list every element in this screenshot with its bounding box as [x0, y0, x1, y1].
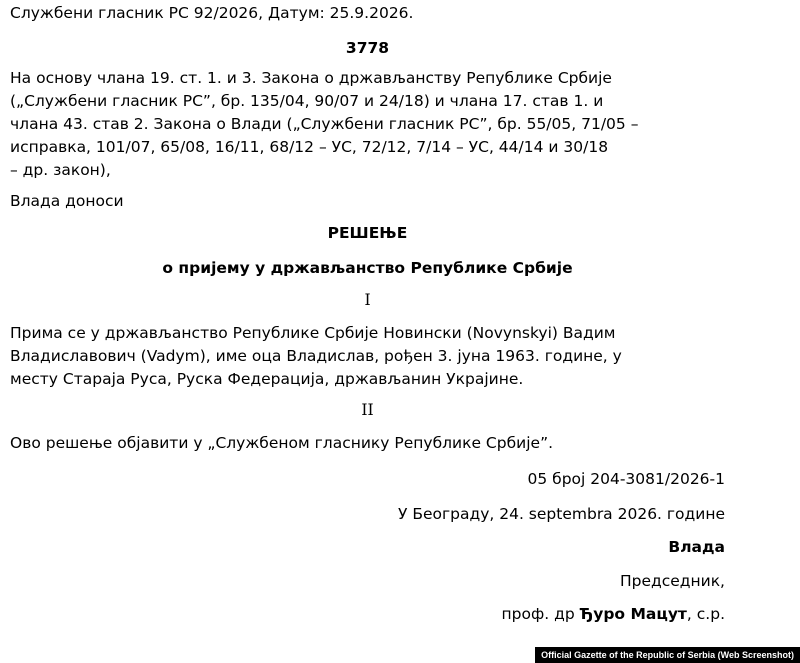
section-1-line-3: месту Старaја Руса, Руска Федерација, држављанин Украјине. — [10, 370, 524, 388]
preamble-line-4: исправка, 101/07, 65/08, 16/11, 68/12 – УС, 72/12, 7/14 – УС, 44/14 и 30/18 — [10, 138, 609, 156]
signatory-suffix: , с.р. — [686, 605, 725, 623]
section-2-text: Ово решење објавити у „Службеном гласнику Републике Србије”. — [10, 434, 554, 452]
document-title: РЕШЕЊЕ — [327, 224, 408, 242]
gazette-header: Службени гласник РС 92/2026, Датум: 25.9.2026. — [10, 4, 414, 22]
signatory-title: Председник, — [619, 572, 725, 590]
enacting-line: Влада доноси — [10, 192, 124, 210]
preamble-line-5: – др. закон), — [10, 161, 111, 179]
document-number: 3778 — [345, 39, 390, 57]
preamble-line-2: („Службени гласник РС”, бр. 135/04, 90/07 и 24/18) и члана 17. став 1. и — [10, 92, 604, 110]
document-subtitle: о пријему у држављанство Републике Србије — [162, 259, 573, 277]
section-1-numeral: I — [364, 291, 371, 309]
reference-number: 05 број 204-3081/2026-1 — [527, 470, 725, 488]
preamble-line-3: члана 43. став 2. Закона о Влади („Службени гласник РС”, бр. 55/05, 71/05 – — [10, 115, 639, 133]
signatory — [502, 603, 725, 625]
source-watermark: Official Gazette of the Republic of Serbia (Web Screenshot) — [535, 647, 800, 663]
signatory-name: Ђуро Мацут — [579, 605, 687, 623]
place-and-date: У Београду, 24. septembra 2026. године — [397, 505, 725, 523]
signatory-prefix: проф. др — [501, 605, 580, 623]
section-1-line-2: Владиславович (Vadym), име оца Владислав, рођен 3. јуна 1963. године, у — [10, 347, 622, 365]
preamble-line-1: На основу члана 19. ст. 1. и 3. Закона о држављанству Републике Србије — [10, 69, 612, 87]
section-2-numeral: II — [361, 401, 374, 419]
issuer: Влада — [668, 538, 725, 556]
section-1-line-1: Прима се у држављанство Републике Србије Новински (Novynskyi) Вадим — [10, 324, 616, 342]
